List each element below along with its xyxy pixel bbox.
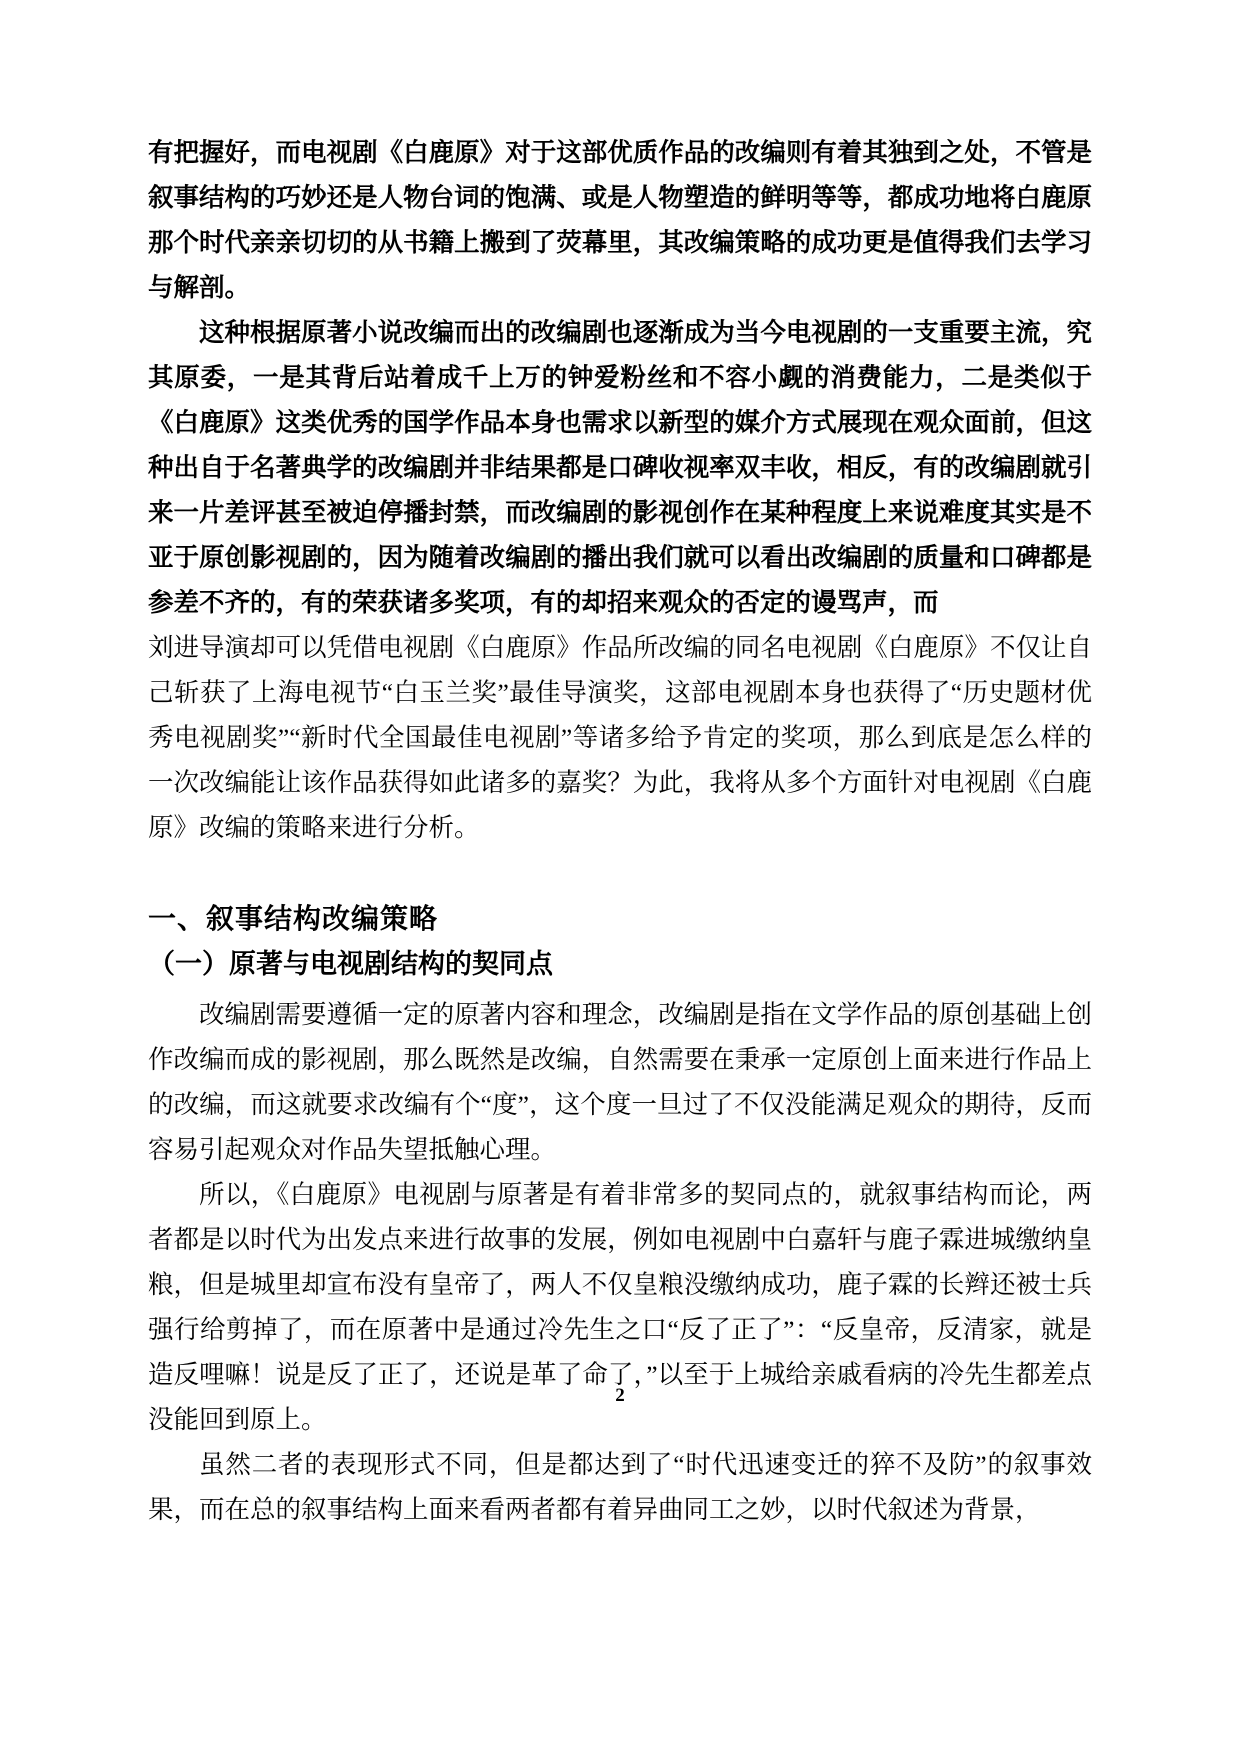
- section-heading: 一、叙事结构改编策略: [148, 904, 439, 935]
- sub-heading: （一）原著与电视剧结构的契同点: [148, 949, 553, 979]
- page-content: [148, 130, 1092, 1532]
- section-paragraph-3: 虽然二者的表现形式不同，但是都达到了“时代迅速变迁的猝不及防”的叙事效果，而在总的叙事结构上面来看两者都有着异曲同工之妙，以时代叙述为背景，: [148, 1450, 1092, 1524]
- paragraph-3: 刘进导演却可以凭借电视剧《白鹿原》作品所改编的同名电视剧《白鹿原》不仅让自己斩获了上海电视节“白玉兰奖”最佳导演奖，这部电视剧本身也获得了“历史题材优秀电视剧奖”“新时代全国最佳电视剧”等诸多给予肯定的奖项，那么到底是怎么样的一次改编能让该作品获得如此诸多的嘉奖？为此，我将从多个方面针对电视剧《白鹿原》改编的策略来进行分析。: [148, 633, 1092, 842]
- section-paragraph-2: 所以，《白鹿原》电视剧与原著是有着非常多的契同点的，就叙事结构而论，两者都是以时代为出发点来进行故事的发展，例如电视剧中白嘉轩与鹿子霖进城缴纳皇粮，但是城里却宣布没有皇帝了，两人不仅皇粮没缴纳成功，鹿子霖的长辫还被士兵强行给剪掉了，而在原著中是通过冷先生之口“反了正了”：“反皇帝，反清家，就是造反哩嘛！说是反了正了，还说是革了命了，”以至于上城给亲戚看病的冷先生都差点没能回到原上。: [148, 1180, 1092, 1434]
- page-number: 2: [615, 1385, 625, 1406]
- section-paragraph-1: 改编剧需要遵循一定的原著内容和理念，改编剧是指在文学作品的原创基础上创作改编而成的影视剧，那么既然是改编，自然需要在秉承一定原创上面来进行作品上的改编，而这就要求改编有个“度”，这个度一旦过了不仅没能满足观众的期待，反而容易引起观众对作品失望抵触心理。: [148, 1000, 1092, 1164]
- section-spacer: [148, 850, 1092, 898]
- paragraph-2: 这种根据原著小说改编而出的改编剧也逐渐成为当今电视剧的一支重要主流，究其原委，一是其背后站着成千上万的钟爱粉丝和不容小觑的消费能力，二是类似于《白鹿原》这类优秀的国学作品本身也需求以新型的媒介方式展现在观众面前，但这种出自于名著典学的改编剧并非结果都是口碑收视率双丰收，相反，有的改编剧就引来一片差评甚至被迫停播封禁，而改编剧的影视创作在某种程度上来说难度其实是不亚于原创影视剧的，因为随着改编剧的播出我们就可以看出改编剧的质量和口碑都是参差不齐的，有的荣获诸多奖项，有的却招来观众的否定的谩骂声，而: [148, 318, 1092, 617]
- paragraph-1: 有把握好，而电视剧《白鹿原》对于这部优质作品的改编则有着其独到之处，不管是叙事结构的巧妙还是人物台词的饱满、或是人物塑造的鲜明等等，都成功地将白鹿原那个时代亲亲切切的从书籍上搬到了荧幕里，其改编策略的成功更是值得我们去学习与解剖。: [148, 138, 1092, 302]
